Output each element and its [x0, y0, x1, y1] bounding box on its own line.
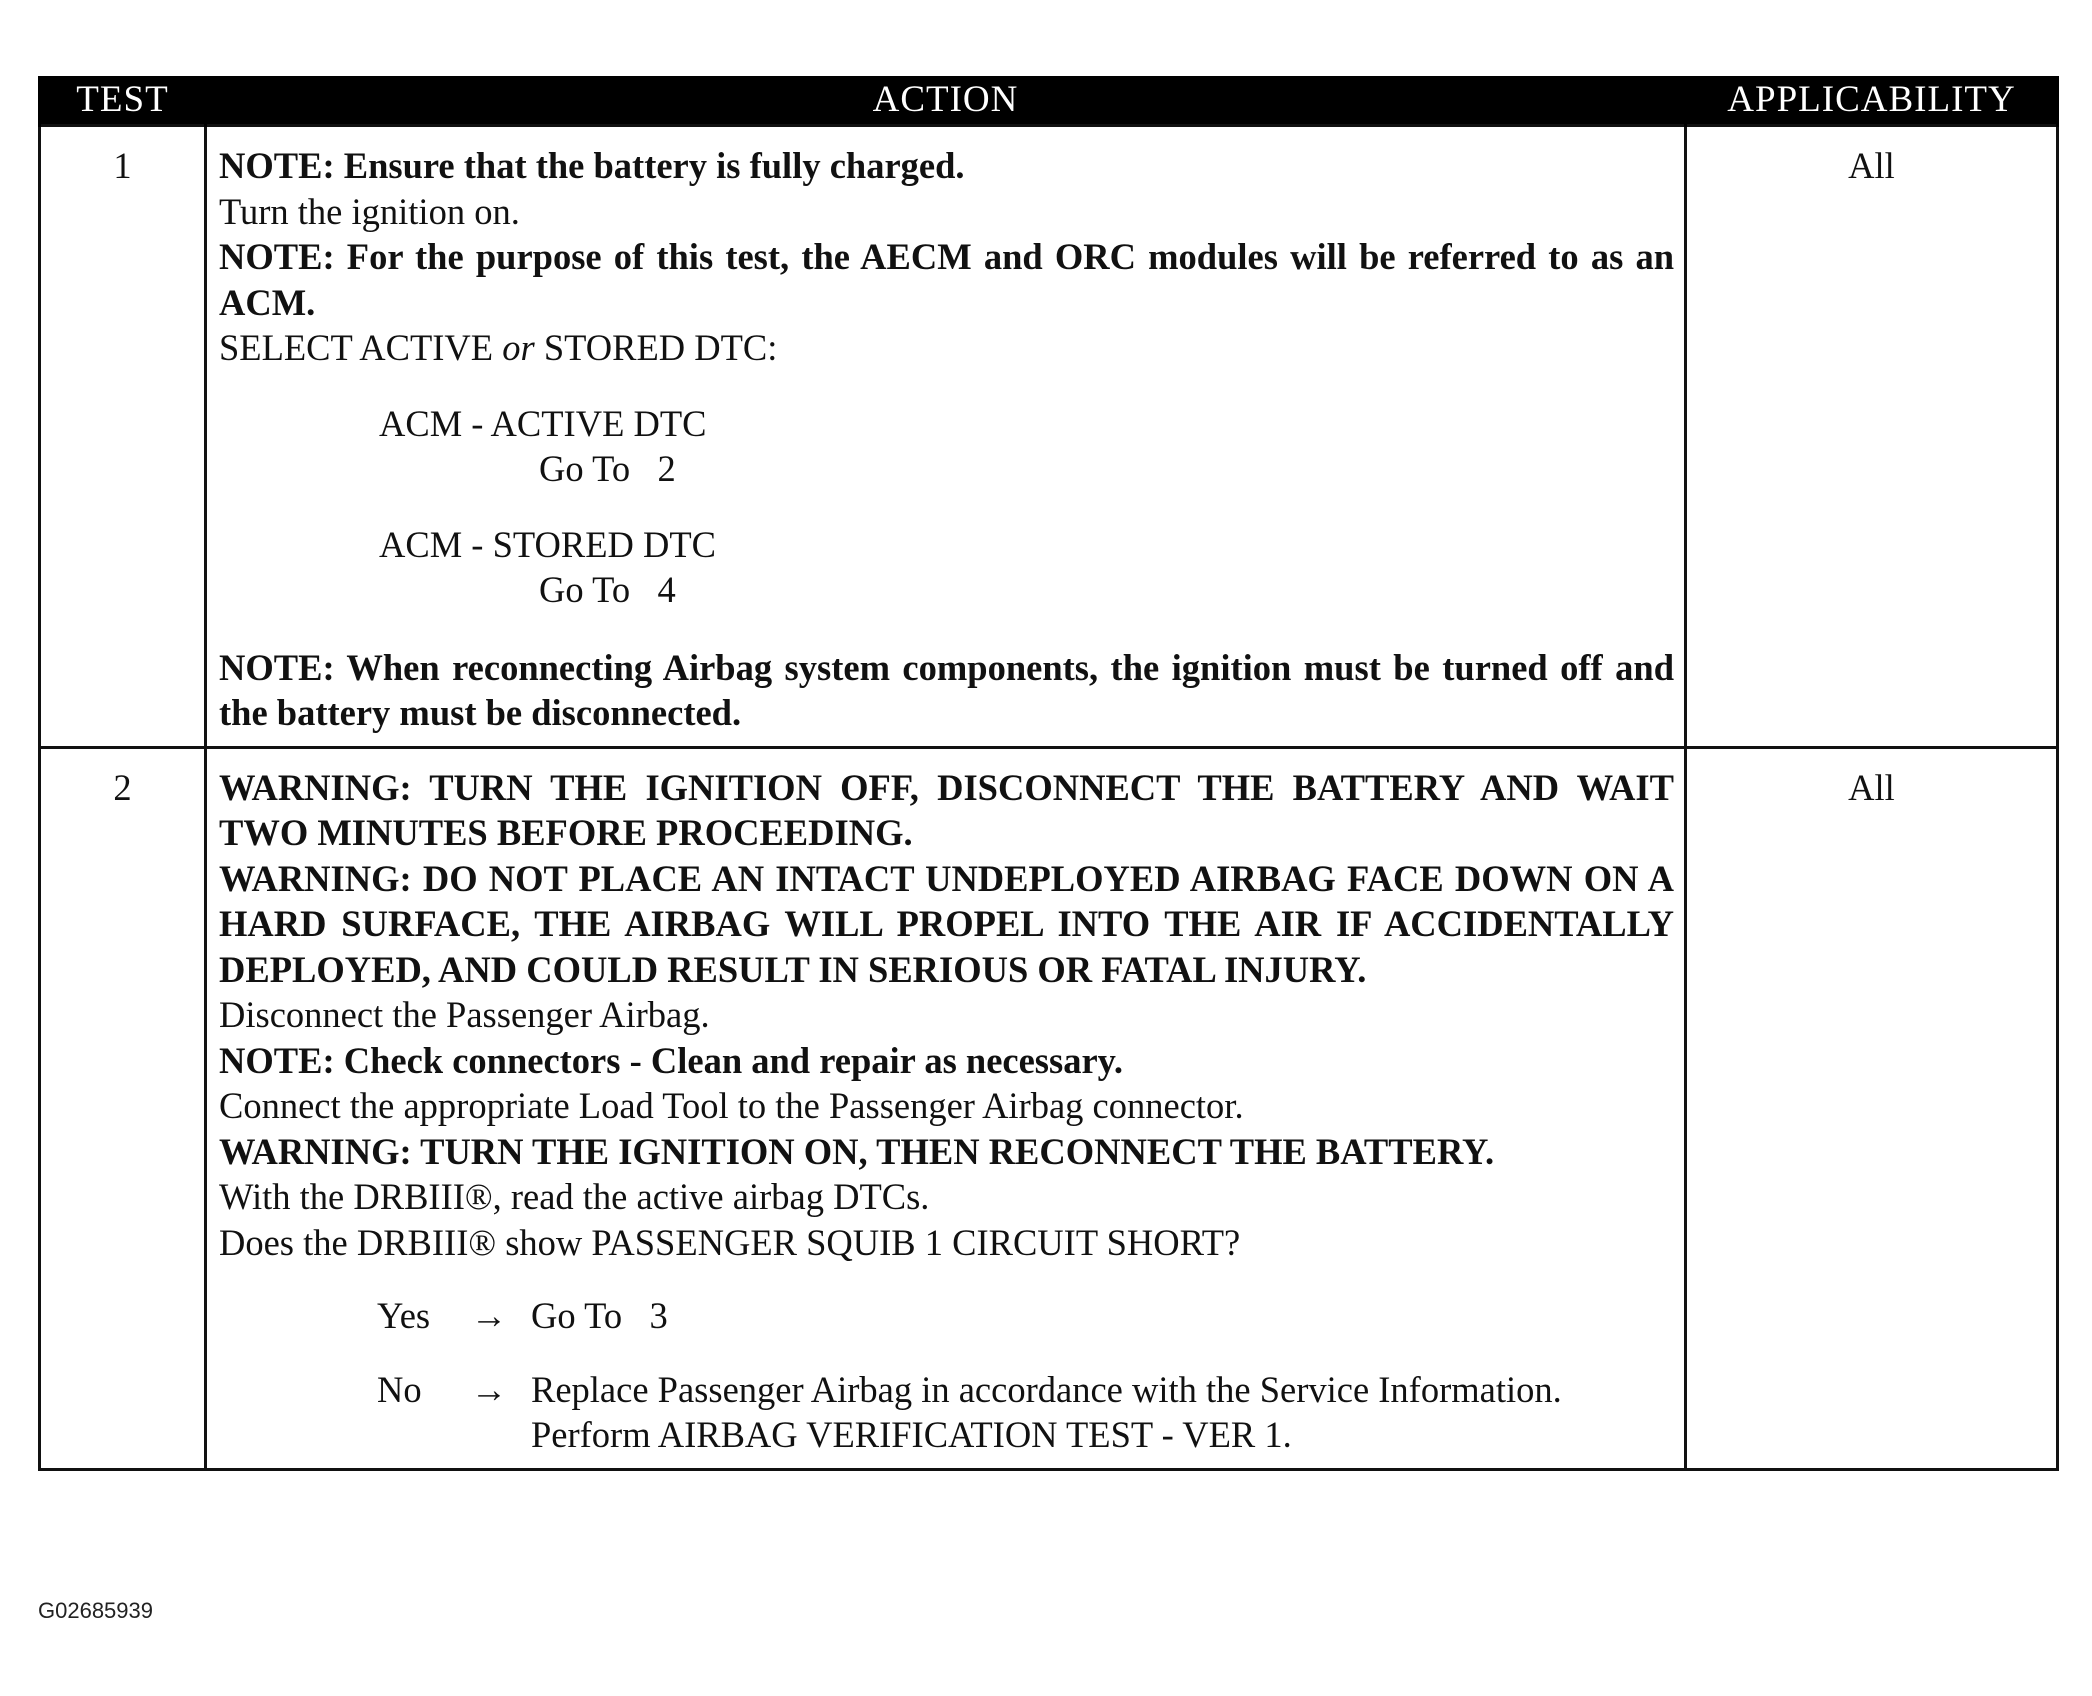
instruction-text: Turn the ignition on.	[219, 190, 520, 232]
note-text: NOTE: For the purpose of this test, the AECM and ORC modules will be referred to as an ACM.	[219, 236, 1674, 323]
header-applicability: APPLICABILITY	[1686, 76, 2058, 126]
choice-no	[219, 1367, 1674, 1458]
answer-yes-result: Go To 3	[531, 1295, 668, 1336]
instruction-text: Connect the appropriate Load Tool to the Passenger Airbag connector.	[219, 1085, 1244, 1126]
question-text: Does the DRBIII® show PASSENGER SQUIB 1 CIRCUIT SHORT?	[219, 1221, 1241, 1263]
header-test: TEST	[40, 76, 206, 126]
no-result-line: Replace Passenger Airbag in accordance with the Service Information.	[531, 1368, 1562, 1410]
test-number: 1	[40, 126, 206, 748]
applicability-value: All	[1686, 126, 2058, 748]
select-instruction	[219, 325, 1674, 371]
warning-text: WARNING: DO NOT PLACE AN INTACT UNDEPLOYED AIRBAG FACE DOWN ON A HARD SURFACE, THE AIRBAG WILL PROPEL INTO THE AIR IF ACCIDENTALLY DEPLOYED, AND COULD RESULT IN SERIOUS OR FATAL INJURY.	[219, 857, 1674, 990]
action-cell	[206, 747, 1686, 1469]
answer-no-result	[531, 1367, 1674, 1458]
no-result-line: Perform AIRBAG VERIFICATION TEST - VER 1.	[531, 1414, 1292, 1455]
select-prefix: SELECT ACTIVE	[219, 327, 503, 368]
arrow-right-icon: →	[470, 1295, 508, 1336]
note-text: NOTE: When reconnecting Airbag system components, the ignition must be turned off and the battery must be disconnected.	[219, 646, 1674, 733]
answer-yes-label: Yes	[377, 1295, 431, 1336]
select-or: or	[502, 327, 535, 368]
branch-label: ACM - ACTIVE DTC	[379, 402, 707, 444]
note-text: NOTE: Check connectors - Clean and repair as necessary.	[219, 1039, 1124, 1081]
answer-no-label: No	[377, 1368, 422, 1410]
branch-label: ACM - STORED DTC	[379, 523, 716, 565]
branch-goto: Go To 2	[539, 448, 676, 489]
note-text: NOTE: Ensure that the battery is fully charged.	[219, 145, 965, 186]
arrow-right-icon: →	[470, 1368, 508, 1410]
choice-yes	[219, 1293, 1674, 1339]
diagnostic-test-table	[38, 76, 2059, 1471]
test-number: 2	[40, 747, 206, 1469]
branch-goto: Go To 4	[539, 569, 676, 610]
warning-text: WARNING: TURN THE IGNITION ON, THEN RECONNECT THE BATTERY.	[219, 1130, 1495, 1172]
instruction-text: Disconnect the Passenger Airbag.	[219, 994, 710, 1035]
table-row	[40, 747, 2058, 1469]
instruction-text: With the DRBIII®, read the active airbag DTCs.	[219, 1176, 930, 1217]
table-header-row	[40, 76, 2058, 126]
table-row	[40, 126, 2058, 748]
select-suffix: STORED DTC:	[534, 327, 778, 368]
header-action: ACTION	[206, 76, 1686, 126]
branch-active-dtc	[219, 401, 1674, 492]
action-cell	[206, 126, 1686, 748]
diagnostic-table-container	[38, 76, 2056, 1471]
figure-id: G02685939	[38, 1598, 153, 1623]
branch-stored-dtc	[219, 522, 1674, 613]
applicability-value: All	[1686, 747, 2058, 1469]
warning-text: WARNING: TURN THE IGNITION OFF, DISCONNECT THE BATTERY AND WAIT TWO MINUTES BEFORE PROCEEDING.	[219, 766, 1674, 853]
